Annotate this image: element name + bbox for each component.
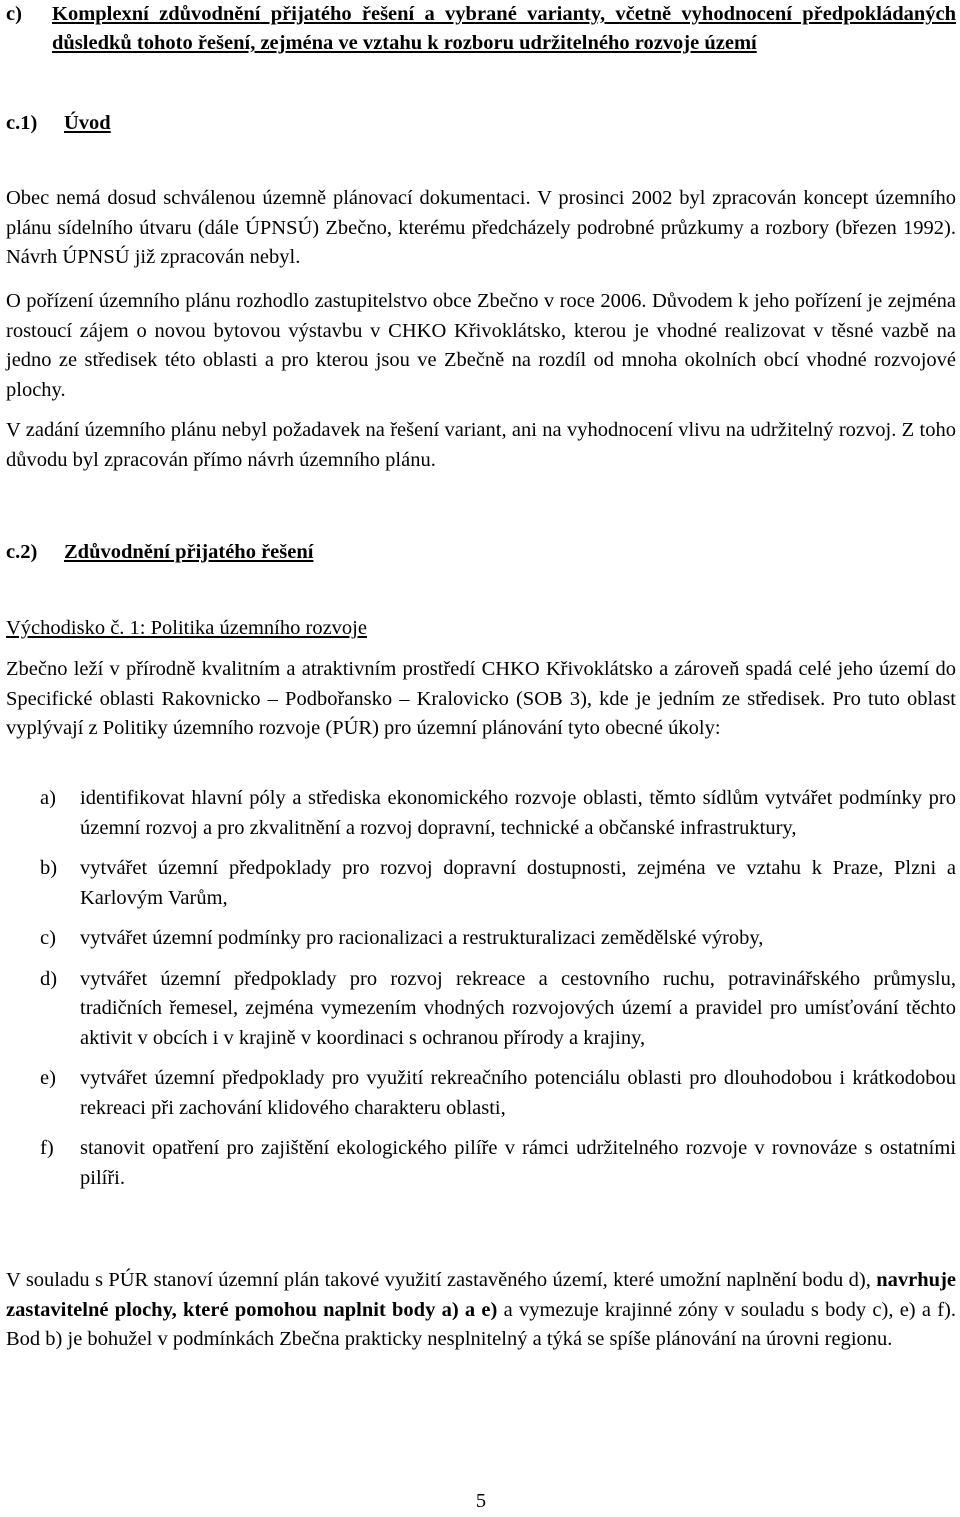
list-item	[6, 965, 956, 1054]
subheading-vychodisko: Východisko č. 1: Politika územního rozvoje	[6, 617, 367, 639]
list-item	[6, 1064, 956, 1123]
section-c2-heading	[6, 538, 313, 568]
list-item	[6, 784, 956, 843]
list-item-marker: d)	[40, 967, 58, 990]
list-item-text: stanovit opatření pro zajištění ekologického pilíře v rámci udržitelného rozvoje v rovnováze s ostatními pilíři.	[80, 1137, 956, 1189]
list-item-text: vytvářet územní předpoklady pro rozvoj dopravní dostupnosti, zejména ve vztahu k Praze, Plzni a Karlovým Varům,	[80, 857, 956, 909]
section-c2-title: Zdůvodnění přijatého řešení	[64, 541, 314, 563]
intro-paragraph-1: Obec nemá dosud schválenou územně plánovací dokumentaci. V prosinci 2002 byl zpracován koncept územního plánu sídelního útvaru (dále ÚPNSÚ) Zbečno, kterému předcházely podrobné průzkumy a rozbory (březen 1992). Návrh ÚPNSÚ již zpracován nebyl.	[6, 187, 956, 268]
section-c1-heading	[6, 109, 111, 139]
section-c-label: c)	[6, 3, 22, 25]
page-number: 5	[475, 1490, 487, 1512]
list-item-text: vytvářet územní podmínky pro racionalizaci a restrukturalizaci zemědělské výroby,	[80, 927, 764, 949]
list-item-marker: a)	[40, 787, 56, 809]
list-item-marker: c)	[40, 927, 56, 949]
list-item	[6, 924, 956, 954]
final-paragraph	[6, 1266, 956, 1355]
list-item-marker: e)	[40, 1067, 56, 1089]
section-c-title: Komplexní zdůvodnění přijatého řešení a vybrané varianty, včetně vyhodnocení předpokládaných důsledků tohoto řešení, zejména ve vztahu k rozboru udržitelného rozvoje území	[52, 3, 956, 54]
list-item-text: vytvářet územní předpoklady pro využití rekreačního potenciálu oblasti pro dlouhodobou i krátkodobou rekreaci při zachování klidového charakteru oblasti,	[80, 1067, 956, 1119]
final-paragraph-text-2: a vymezuje krajinné zóny v souladu s body c), e) a f). Bod b) je bohužel v podmínkách Zbečna prakticky nesplnitelný a týká se spíše plánování na úrovni regionu.	[6, 1298, 956, 1350]
section-c1-label: c.1)	[6, 112, 38, 134]
final-paragraph-bold: navrhuje zastavitelné plochy, které pomohou naplnit body a) a e)	[6, 1269, 956, 1321]
c2-paragraph-1: Zbečno leží v přírodně kvalitním a atraktivním prostředí CHKO Křivoklátsko a zároveň spadá celé jeho území do Specifické oblasti Rakovnicko – Podbořansko – Kralovicko (SOB 3), kde je jedním ze středisek. Pro tuto oblast vyplývají z Politiky územního rozvoje (PÚR) pro územní plánování tyto obecné úkoly:	[6, 658, 956, 739]
list-item	[6, 1134, 956, 1193]
list-item	[6, 854, 956, 913]
section-c1-title: Úvod	[64, 112, 111, 134]
list-item-marker: b)	[40, 857, 58, 879]
intro-paragraph-3: V zadání územního plánu nebyl požadavek na řešení variant, ani na vyhodnocení vlivu na udržitelný rozvoj. Z toho důvodu byl zpracován přímo návrh územního plánu.	[6, 419, 956, 471]
list-item-text: vytvářet územní předpoklady pro rozvoj rekreace a cestovního ruchu, potravinářského průmyslu, tradičních řemesel, zejména vymezením vhodných rozvojových území a pravidel pro umísťování těchto aktivit v obcích i v krajině v koordinaci s ochranou přírody a krajiny,	[80, 967, 956, 1049]
list-item-marker: f)	[40, 1137, 54, 1159]
list-item-text: identifikovat hlavní póly a střediska ekonomického rozvoje oblasti, těmto sídlům vytvářet podmínky pro územní rozvoj a pro zkvalitnění a rozvoj dopravní, technické a občanské infrastruktury,	[80, 787, 956, 839]
section-c-heading	[6, 0, 956, 58]
intro-paragraph-2: O pořízení územního plánu rozhodlo zastupitelstvo obce Zbečno v roce 2006. Důvodem k jeho pořízení je zejména rostoucí zájem o novou bytovou výstavbu v CHKO Křivoklátsko, kterou je vhodné realizovat v těsné vazbě na jedno ze středisek této oblasti a pro kterou jsou ve Zbečně na rozdíl od mnoha okolních obcí vhodné rozvojové plochy.	[6, 290, 956, 401]
section-c2-label: c.2)	[6, 541, 38, 563]
final-paragraph-text-1: V souladu s PÚR stanoví územní plán takové využití zastavěného území, které umožní naplnění bodu d),	[6, 1269, 877, 1291]
tasks-list	[6, 784, 956, 1193]
